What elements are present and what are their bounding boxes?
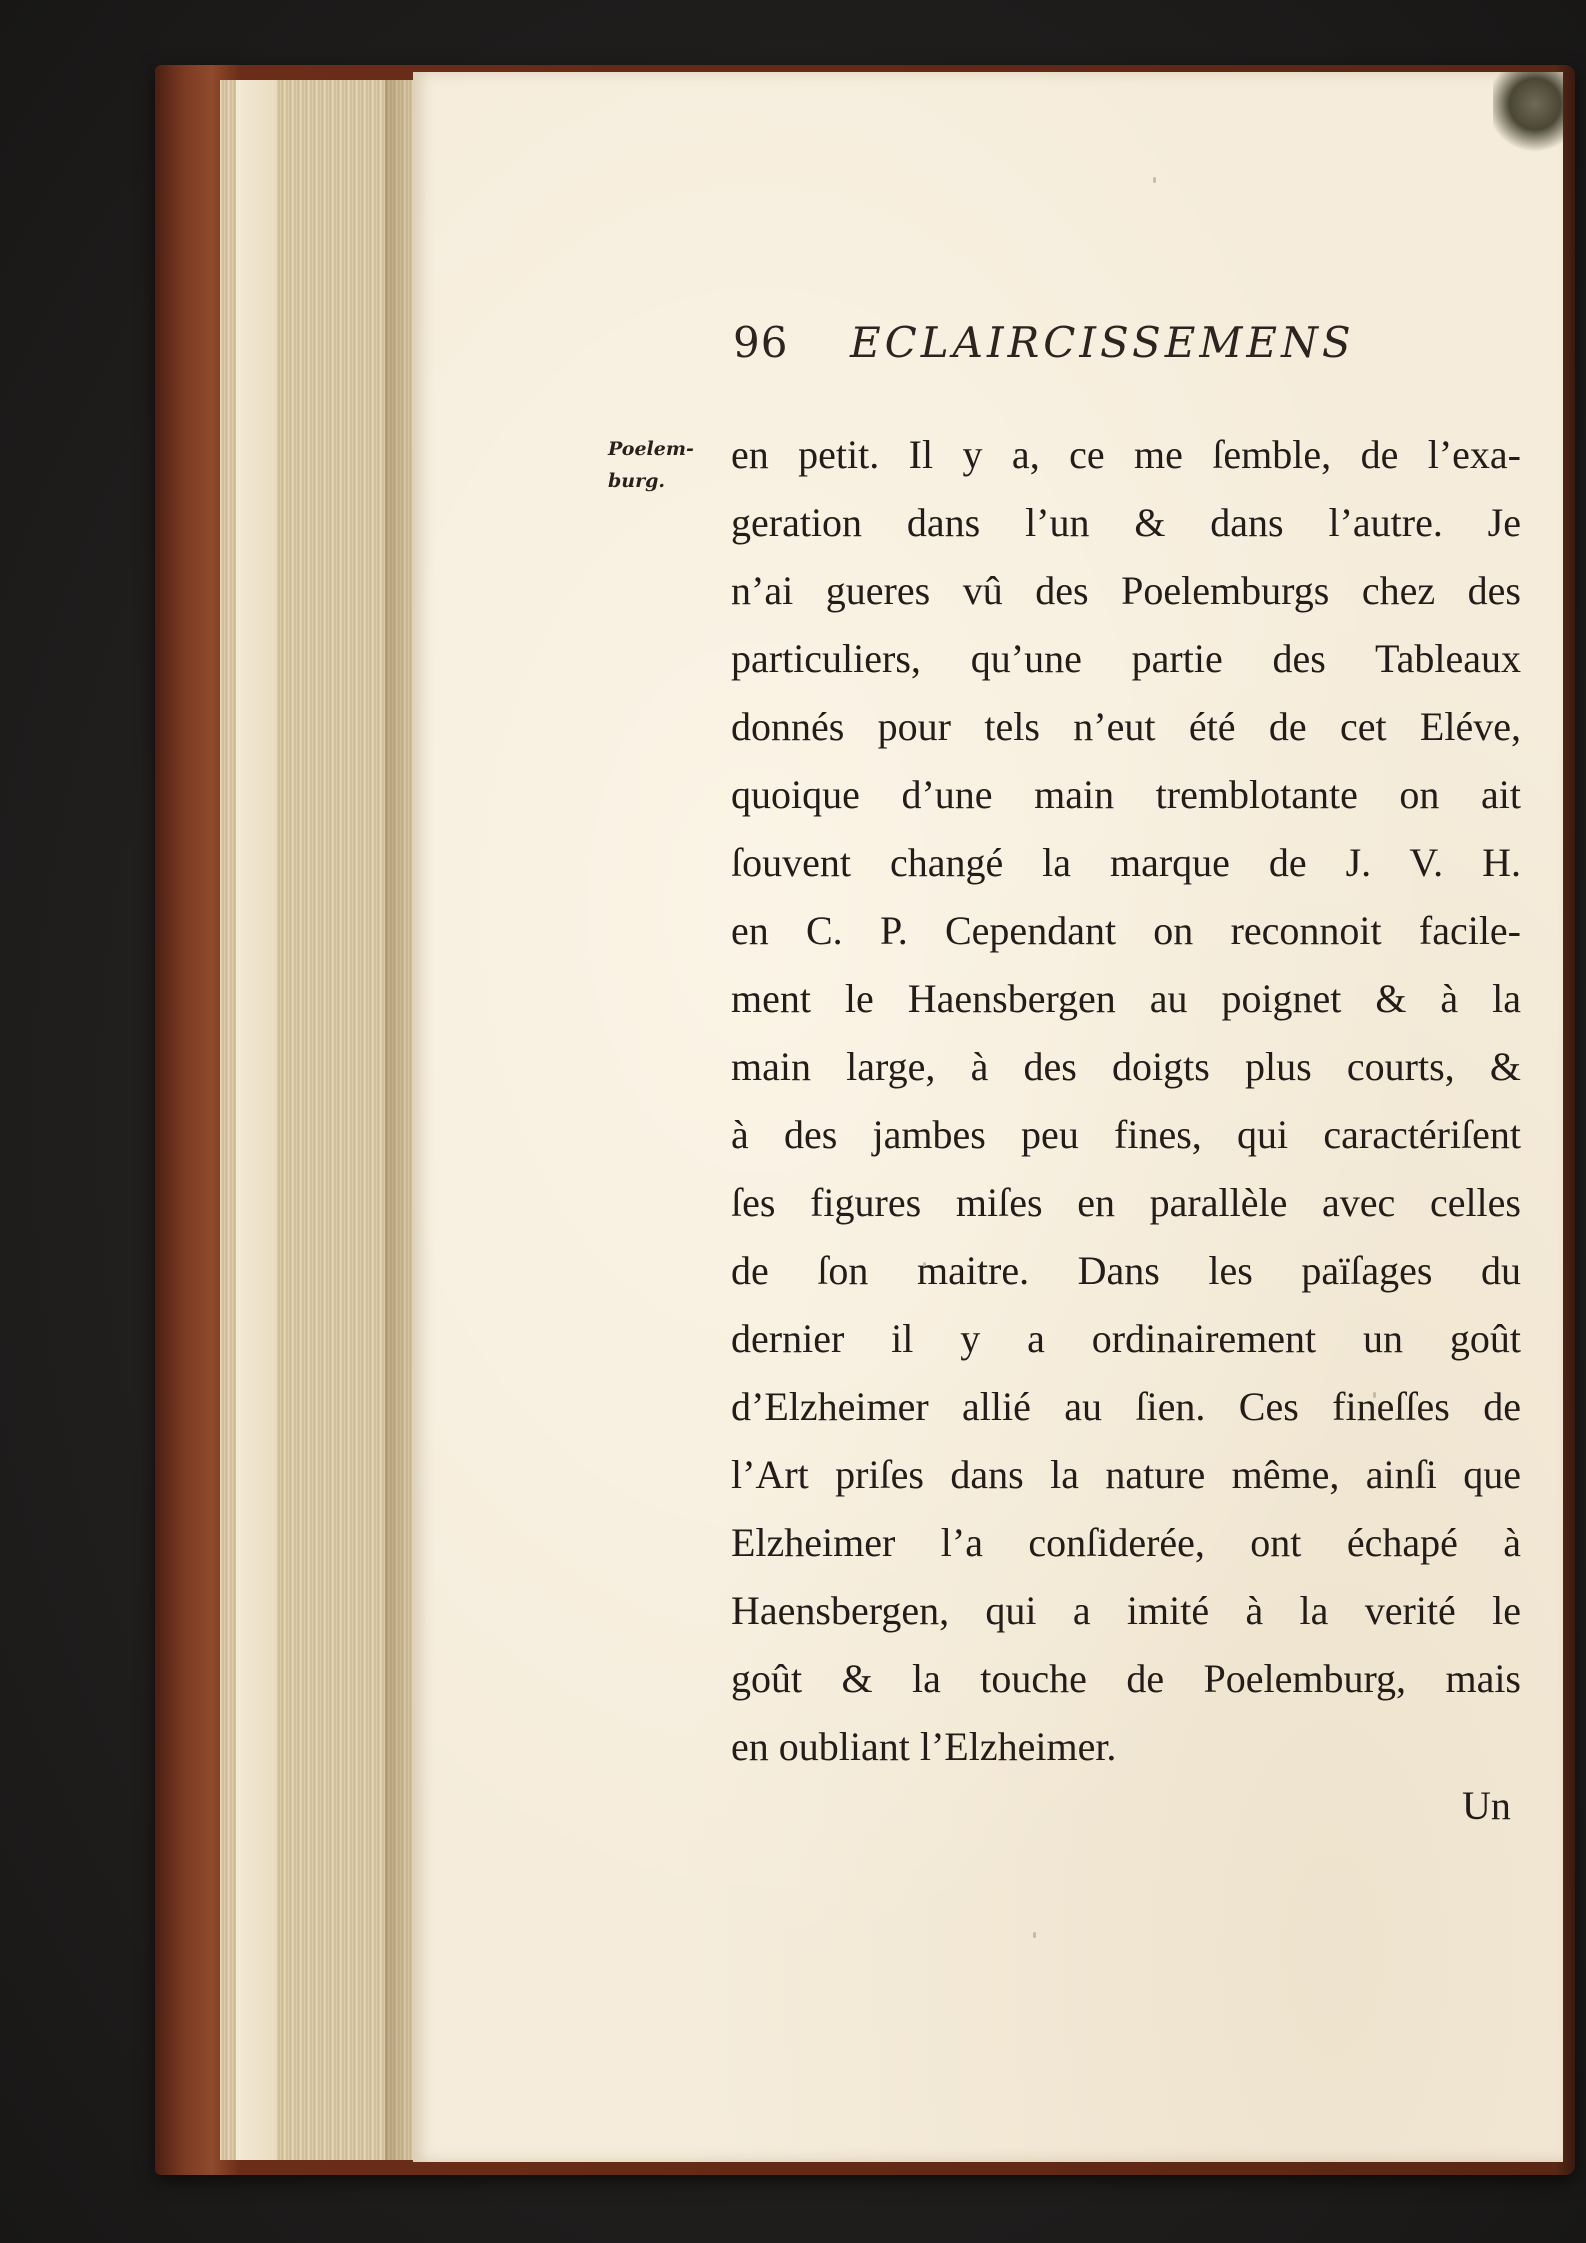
margin-note bbox=[608, 433, 698, 497]
catchword: Un bbox=[1462, 1783, 1511, 1828]
text-line: d’Elzheimer allié au ſien. Ces fineſſes de bbox=[731, 1384, 1521, 1429]
text-line: n’ai gueres vû des Poelemburgs chez des bbox=[731, 568, 1521, 613]
text-line: dernier il y a ordinairement un goût bbox=[731, 1316, 1521, 1361]
text-line: de ſon maitre. Dans les païſages du bbox=[731, 1248, 1521, 1293]
margin-note-line: Poelem- bbox=[608, 438, 694, 460]
text-line: l’Art priſes dans la nature même, ainſi que bbox=[731, 1452, 1521, 1497]
paper-speck bbox=[1153, 177, 1156, 183]
paper-speck bbox=[1033, 1932, 1036, 1938]
clip bbox=[1493, 72, 1563, 152]
text-line: quoique d’une main tremblotante on ait bbox=[731, 772, 1521, 817]
text-line: ſouvent changé la marque de J. V. H. bbox=[731, 840, 1521, 885]
text-line: ment le Haensbergen au poignet & à la bbox=[731, 976, 1521, 1021]
page-edges-highlight bbox=[236, 80, 276, 2160]
running-title: ECLAIRCISSEMENS bbox=[850, 318, 1355, 367]
text-line: en petit. Il y a, ce me ſemble, de l’exa- bbox=[731, 432, 1521, 477]
text-line: main large, à des doigts plus courts, & bbox=[731, 1044, 1521, 1089]
page-number: 96 bbox=[733, 318, 789, 367]
running-head bbox=[733, 318, 1473, 388]
text-line: Elzheimer l’a conſiderée, ont échapé à bbox=[731, 1520, 1521, 1565]
text-line: ſes figures miſes en parallèle avec celles bbox=[731, 1180, 1521, 1225]
text-line: à des jambes peu fines, qui caractériſent bbox=[731, 1112, 1521, 1157]
page-gutter-shadow bbox=[385, 80, 415, 2160]
text-line: Haensbergen, qui a imité à la verité le bbox=[731, 1588, 1521, 1633]
body-text bbox=[731, 421, 1521, 1781]
margin-note-line: burg. bbox=[608, 470, 666, 492]
text-line: geration dans l’un & dans l’autre. Je bbox=[731, 500, 1521, 545]
text-line: donnés pour tels n’eut été de cet Eléve, bbox=[731, 704, 1521, 749]
text-line: en oubliant l’Elzheimer. bbox=[731, 1724, 1117, 1769]
text-line: goût & la touche de Poelemburg, mais bbox=[731, 1656, 1521, 1701]
text-line: en C. P. Cependant on reconnoit facile- bbox=[731, 908, 1521, 953]
text-line: particuliers, qu’une partie des Tableaux bbox=[731, 636, 1521, 681]
